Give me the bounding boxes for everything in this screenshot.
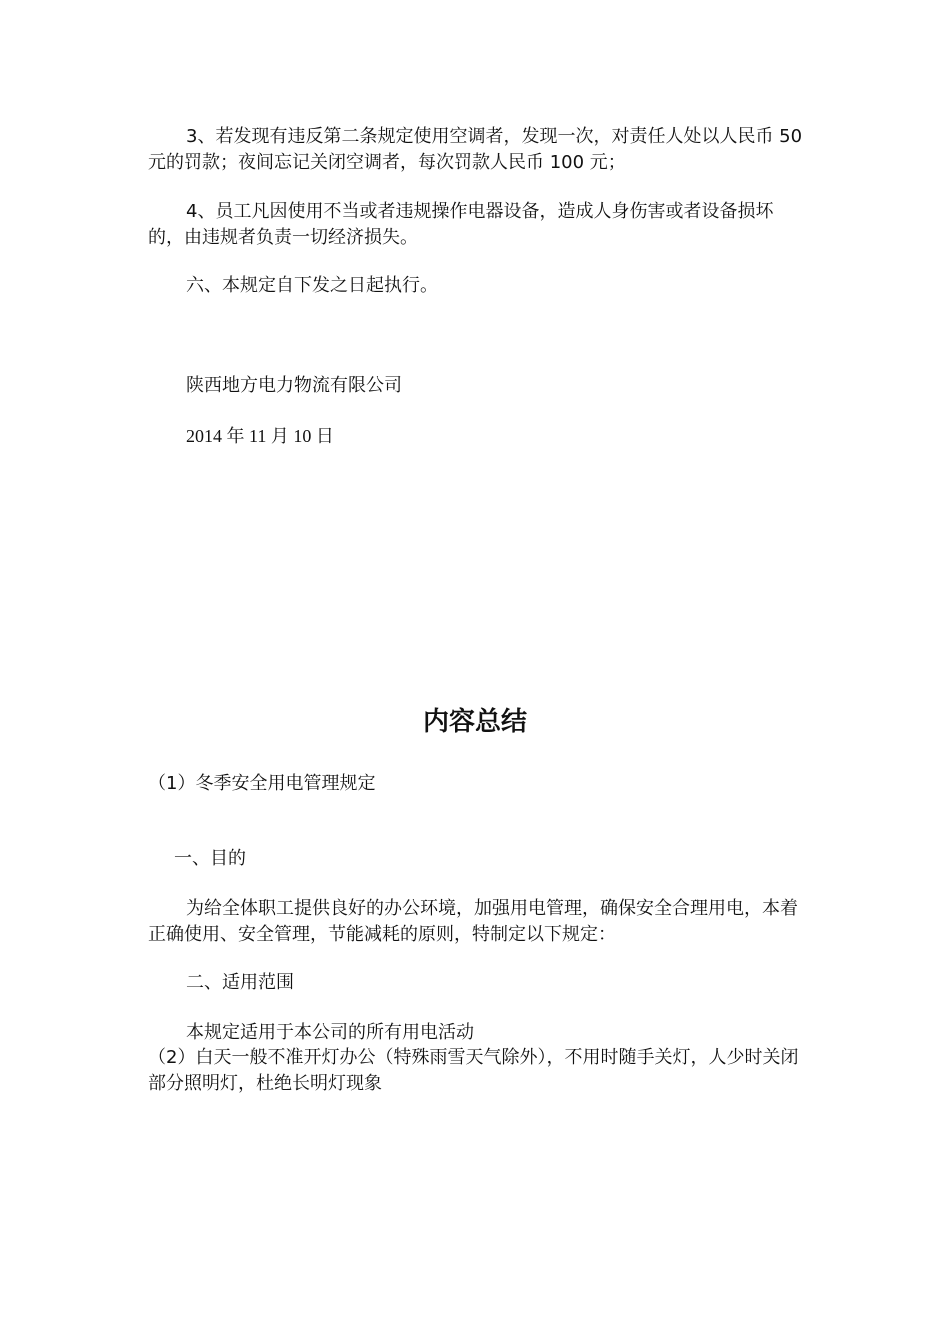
paragraph-purpose: 为给全体职工提供良好的办公环境，加强用电管理，确保安全合理用电，本着正确使用、安全管理，节能减耗的原则，特制定以下规定： [148,898,798,945]
issue-date: 2014 年 11 月 10 日 [186,426,334,446]
company-name: 陕西地方电力物流有限公司 [186,375,402,396]
summary-item-1: （1）冬季安全用电管理规定 [148,773,376,794]
paragraph-penalty-air-conditioner: 3、若发现有违反第二条规定使用空调者，发现一次，对责任人处以人民币 50 元的罚款；夜间忘记关闭空调者，每次罚款人民币 100 元； [148,126,803,173]
paragraph-scope: 本规定适用于本公司的所有用电活动 [186,1022,474,1043]
section-heading-scope: 二、适用范围 [186,972,294,993]
section-heading-purpose: 一、目的 [174,848,246,869]
paragraph-liability: 4、员工凡因使用不当或者违规操作电器设备，造成人身伤害或者设备损坏的，由违规者负责一切经济损失。 [148,201,774,248]
summary-title: 内容总结 [422,707,527,737]
paragraph-effective-date: 六、本规定自下发之日起执行。 [186,275,438,296]
summary-item-2: （2）白天一般不准开灯办公（特殊雨雪天气除外），不用时随手关灯，人少时关闭部分照明灯，杜绝长明灯现象 [148,1047,799,1094]
